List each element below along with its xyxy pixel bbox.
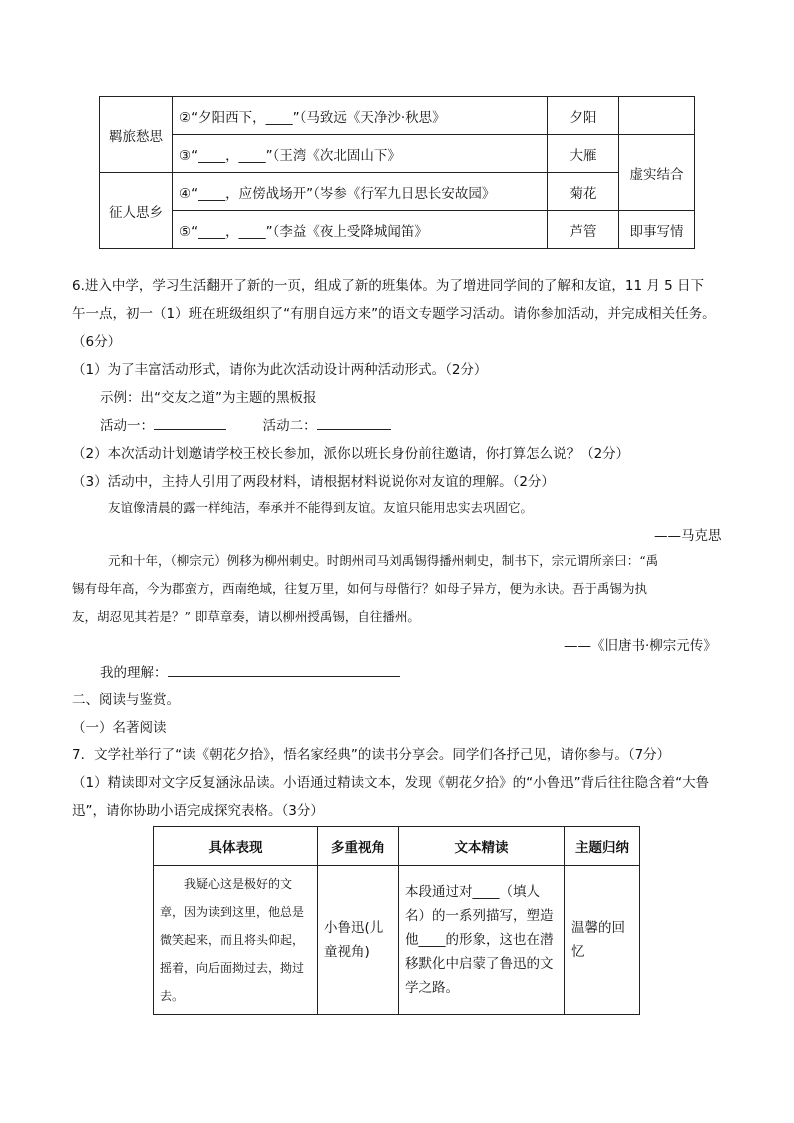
q6-example: 示例：出“交友之道”为主题的黑板报 [100,390,317,406]
activity1-label: 活动一： [100,418,154,434]
method-cell: 即事写情 [619,211,695,249]
q6-sub3: （3）活动中，主持人引用了两段材料，请根据材料说说你对友谊的理解。（2分） [72,474,555,490]
poetry-table [99,96,695,249]
poem-line-cell: ②“夕阳西下，____”（马致远《天净沙·秋思》 [173,97,548,135]
theme-cell: 羁旅愁思 [100,97,173,173]
activity1-blank [154,417,226,430]
inquiry-table [153,826,640,1015]
quote-marx-author: ——马克思 [654,528,722,544]
quote-liu-line2: 锡有母年高，今为郡蛮方，西南绝域，往复万里，如何与母偕行？如母子异方，便为永诀。吾于禹锡为执 [72,581,648,596]
activity2-blank [317,417,391,430]
my-understanding-label: 我的理解： [100,665,168,681]
q6-intro-line1: 6.进入中学，学习生活翻开了新的一页，组成了新的班集体。为了增进同学间的了解和友谊，11 月 5 日下 [72,278,705,294]
my-understanding [100,661,400,681]
image-cell: 芦管 [548,211,619,249]
q6-activities [100,414,391,434]
q6-sub1: （1）为了丰富活动形式，请你为此次活动设计两种活动形式。（2分） [72,362,488,378]
quote-cell [154,866,318,1015]
table-row [100,211,695,249]
q6-intro-line2: 午一点，初一（1）班在班级组织了“有朋自远方来”的语文专题学习活动。请你参加活动，并完成相关任务。 [72,306,716,322]
my-understanding-blank [168,664,400,677]
quote-liu-line1: 元和十年，（柳宗元）例移为柳州刺史。时朗州司马刘禹锡得播州刺史，制书下，宗元谓所亲曰：“禹 [108,553,659,568]
table-header-row [154,827,640,866]
q7-line1: 7．文学社举行了“读《朝花夕拾》，悟名家经典”的读书分享会。同学们各抒己见，请你参与。（7分） [72,747,671,763]
table-row [100,173,695,211]
header-cell: 文本精读 [399,827,565,866]
poem-line-cell: ④“____，应傍战场开”（岑参《行军九日思长安故园》 [173,173,548,211]
quote-text: 我疑心这是极好的文章，因为读到这里，他总是微笑起来，而且将头仰起，摇着，向后面拗过去，拗过去。 [160,877,305,1003]
header-cell: 多重视角 [318,827,399,866]
image-cell: 夕阳 [548,97,619,135]
method-cell [619,97,695,135]
q6-sub2: （2）本次活动计划邀请学校王校长参加，派你以班长身份前往邀请，你打算怎么说？（2分） [72,446,630,462]
theme-cell: 温馨的回忆 [565,866,640,1015]
table-row [100,97,695,135]
q7-line2: （1）精读即对文字反复涵泳品读。小语通过精读文本，发现《朝花夕拾》的“小鲁迅”背后往往隐含着“大鲁 [72,775,710,791]
view-cell: 小鲁迅(儿童视角) [318,866,399,1015]
theme-cell: 征人思乡 [100,173,173,249]
table-row [154,866,640,1015]
table-row [100,135,695,173]
activity2-label: 活动二： [262,418,317,434]
header-cell: 具体表现 [154,827,318,866]
poem-line-cell: ③“____，____”（王湾《次北固山下》 [173,135,548,173]
image-cell: 大雁 [548,135,619,173]
section-title: 二、阅读与鉴赏。 [72,692,180,708]
q7-line3: 迅”，请你协助小语完成探究表格。（3分） [72,803,324,819]
image-cell: 菊花 [548,173,619,211]
reading-cell: 本段通过对____（填人名）的一系列描写，塑造他____的形象，这也在潜移默化中启蒙了鲁迅的文学之路。 [399,866,565,1015]
section-subtitle: （一）名著阅读 [72,720,167,736]
quote-liu-source: ——《旧唐书·柳宗元传》 [564,638,717,654]
poem-line-cell: ⑤“____，____”（李益《夜上受降城闻笛》 [173,211,548,249]
quote-marx: 友谊像清晨的露一样纯洁，奉承并不能得到友谊。友谊只能用忠实去巩固它。 [108,500,534,515]
header-cell: 主题归纳 [565,827,640,866]
q6-intro-line3: （6分） [72,334,122,350]
method-cell: 虚实结合 [619,135,695,211]
quote-liu-line3: 友，胡忍见其若是？” 即草章奏，请以柳州授禹锡，自往播州。 [72,609,420,624]
